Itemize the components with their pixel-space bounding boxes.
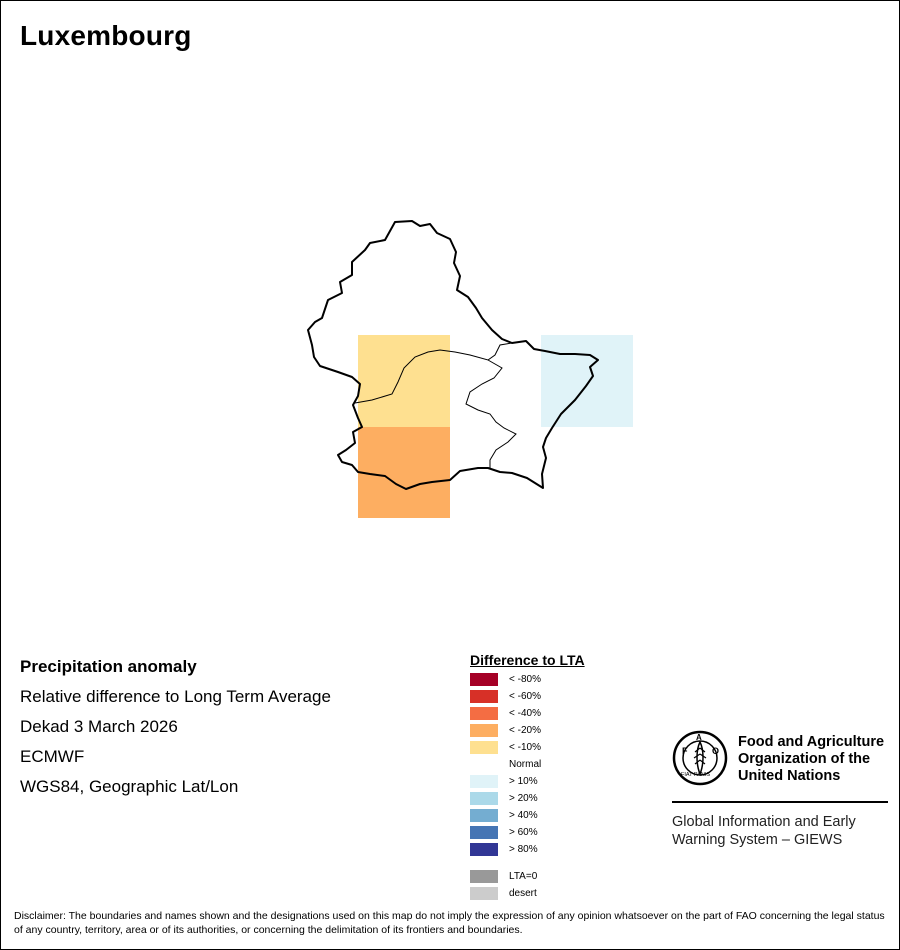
legend-extra-swatch — [470, 870, 498, 883]
legend-item — [470, 707, 585, 724]
fao-logo-icon — [672, 730, 728, 786]
legend-swatch — [470, 741, 498, 754]
legend — [470, 652, 585, 904]
fao-divider — [672, 801, 888, 803]
legend-label: < -10% — [509, 742, 541, 753]
legend-label: < -40% — [509, 708, 541, 719]
legend-swatch — [470, 809, 498, 822]
legend-item — [470, 826, 585, 843]
legend-extra-item — [470, 870, 585, 887]
legend-item — [470, 741, 585, 758]
legend-item — [470, 775, 585, 792]
legend-title: Difference to LTA — [470, 652, 585, 668]
giews-name — [672, 813, 888, 849]
info-line-1: Relative difference to Long Term Average — [20, 687, 331, 706]
info-line-3: ECMWF — [20, 747, 85, 766]
district-boundary-south — [466, 360, 516, 468]
legend-item — [470, 724, 585, 741]
info-line-4: WGS84, Geographic Lat/Lon — [20, 777, 239, 796]
disclaimer: Disclaimer: The boundaries and names shown and the designations used on this map do not imply the expression of any opinion whatsoever on the part of FAO concerning the legal status of any country, territory, area or of its authorities, or concerning the delimitation of its frontiers and boundaries. — [14, 910, 885, 936]
legend-swatch — [470, 758, 498, 771]
legend-label: > 60% — [509, 827, 538, 838]
legend-item — [470, 843, 585, 860]
legend-extra-item — [470, 887, 585, 904]
legend-swatch — [470, 673, 498, 686]
fao-logo-letter-a: A — [696, 733, 702, 742]
fao-name-line-2: Organization of the — [738, 751, 871, 767]
map-info-panel — [20, 656, 331, 806]
legend-swatch — [470, 826, 498, 839]
fao-name — [738, 734, 888, 785]
legend-extra-label: desert — [509, 888, 537, 899]
legend-swatch — [470, 775, 498, 788]
fao-name-line-1: Food and Agriculture — [738, 734, 885, 750]
giews-line-1: Global Information and Early — [672, 814, 856, 830]
legend-item — [470, 690, 585, 707]
fao-logo-letter-f: F — [682, 746, 688, 756]
legend-swatch — [470, 843, 498, 856]
legend-item — [470, 809, 585, 826]
legend-item — [470, 758, 585, 775]
legend-swatch — [470, 792, 498, 805]
grid-cell-e — [541, 335, 633, 427]
info-heading: Precipitation anomaly — [20, 657, 197, 676]
grid-cell-sw — [358, 427, 450, 518]
legend-label: > 80% — [509, 844, 538, 855]
legend-label: > 10% — [509, 776, 538, 787]
legend-label: < -20% — [509, 725, 541, 736]
grid-cell-nw — [358, 335, 450, 427]
legend-items — [470, 673, 585, 860]
legend-swatch — [470, 690, 498, 703]
map-title: Luxembourg — [20, 20, 192, 51]
fao-name-line-3: United Nations — [738, 768, 841, 784]
legend-label: > 40% — [509, 810, 538, 821]
legend-item — [470, 673, 585, 690]
legend-swatch — [470, 724, 498, 737]
legend-swatch — [470, 707, 498, 720]
giews-line-2: Warning System – GIEWS — [672, 832, 843, 848]
legend-label: < -60% — [509, 691, 541, 702]
legend-item — [470, 792, 585, 809]
fao-logo-motto: FIAT PANIS — [681, 772, 711, 778]
legend-extra-items — [470, 870, 585, 904]
info-line-2: Dekad 3 March 2026 — [20, 717, 178, 736]
legend-extra-swatch — [470, 887, 498, 900]
legend-label: < -80% — [509, 674, 541, 685]
legend-label: > 20% — [509, 793, 538, 804]
legend-label: Normal — [509, 759, 542, 770]
fao-logo-letter-o: O — [712, 746, 720, 756]
legend-extra-label: LTA=0 — [509, 871, 538, 882]
